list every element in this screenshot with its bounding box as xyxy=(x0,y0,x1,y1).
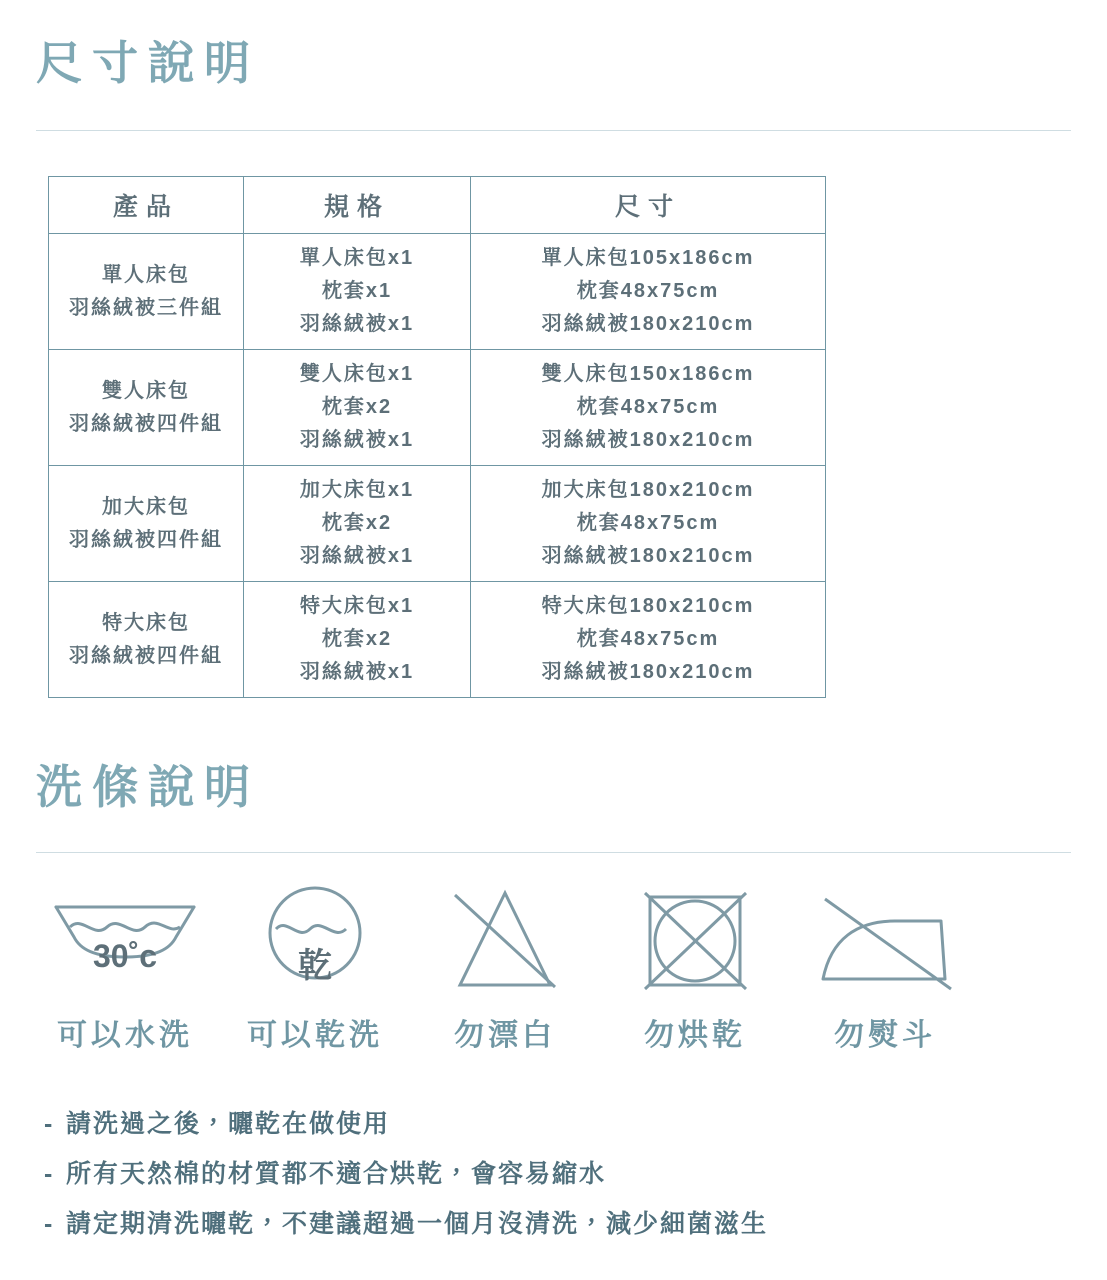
no-iron-icon xyxy=(790,882,980,1002)
care-label-nobleach: 勿漂白 xyxy=(454,1019,556,1052)
size-title-divider xyxy=(36,130,1071,131)
dryclean-circle-icon xyxy=(220,882,410,1002)
cell-size: 雙人床包150x186cm 枕套48x75cm 羽絲絨被180x210cm xyxy=(471,350,826,466)
cell-product: 雙人床包 羽絲絨被四件組 xyxy=(49,350,244,466)
size-table xyxy=(48,176,826,698)
no-tumble-dry-icon xyxy=(600,882,790,1002)
note-item: - 請洗過之後，曬乾在做使用 xyxy=(44,1110,391,1138)
note-item: - 請定期清洗曬乾，不建議超過一個月沒清洗，減少細菌滋生 xyxy=(44,1210,769,1238)
cell-product: 特大床包 羽絲絨被四件組 xyxy=(49,582,244,698)
care-item-noiron xyxy=(790,882,980,1054)
care-label-dryclean: 可以乾洗 xyxy=(247,1019,383,1052)
table-row xyxy=(49,466,826,582)
wash-temp-text: 30˚c xyxy=(92,938,158,974)
cell-spec: 加大床包x1 枕套x2 羽絲絨被x1 xyxy=(244,466,471,582)
table-row xyxy=(49,350,826,466)
cell-product: 單人床包 羽絲絨被三件組 xyxy=(49,234,244,350)
table-header-spec: 規格 xyxy=(244,177,471,234)
table-header-row xyxy=(49,177,826,234)
cell-size: 單人床包105x186cm 枕套48x75cm 羽絲絨被180x210cm xyxy=(471,234,826,350)
table-header-product: 產品 xyxy=(49,177,244,234)
cell-product: 加大床包 羽絲絨被四件組 xyxy=(49,466,244,582)
washtub-icon xyxy=(30,882,220,1002)
care-label-noiron: 勿熨斗 xyxy=(834,1019,936,1052)
table-row xyxy=(49,582,826,698)
page-title: 尺寸說明 xyxy=(36,37,260,89)
table-row xyxy=(49,234,826,350)
care-label-notumbledry: 勿烘乾 xyxy=(644,1019,746,1052)
care-item-wash xyxy=(30,882,220,1054)
care-title-divider xyxy=(36,852,1071,853)
dryclean-inner-text: 乾 xyxy=(298,946,332,985)
note-item: - 所有天然棉的材質都不適合烘乾，會容易縮水 xyxy=(44,1160,607,1188)
cell-spec: 單人床包x1 枕套x1 羽絲絨被x1 xyxy=(244,234,471,350)
size-section-title xyxy=(36,38,260,89)
care-item-nobleach xyxy=(410,882,600,1054)
care-icon-row xyxy=(30,882,980,1054)
cell-size: 特大床包180x210cm 枕套48x75cm 羽絲絨被180x210cm xyxy=(471,582,826,698)
care-title: 洗條說明 xyxy=(36,761,260,813)
care-item-dryclean xyxy=(220,882,410,1054)
cell-spec: 雙人床包x1 枕套x2 羽絲絨被x1 xyxy=(244,350,471,466)
cell-spec: 特大床包x1 枕套x2 羽絲絨被x1 xyxy=(244,582,471,698)
care-label-wash: 可以水洗 xyxy=(57,1019,193,1052)
table-header-size: 尺寸 xyxy=(471,177,826,234)
care-notes xyxy=(0,1104,1107,1254)
cell-size: 加大床包180x210cm 枕套48x75cm 羽絲絨被180x210cm xyxy=(471,466,826,582)
care-section-title xyxy=(36,762,260,813)
care-item-notumbledry xyxy=(600,882,790,1054)
no-bleach-triangle-icon xyxy=(410,882,600,1002)
